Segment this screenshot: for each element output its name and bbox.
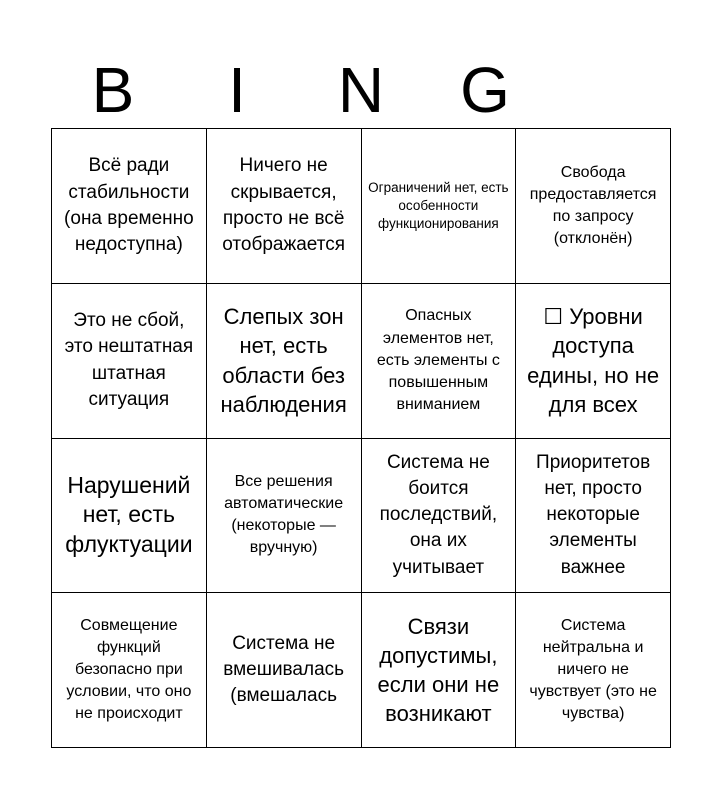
bingo-cell-text: Система не боится последствий, она их учитывает [379,451,498,578]
bingo-cell[interactable] [516,129,671,284]
bingo-cell-text: ☐ Уровни доступа едины, но не для всех [527,304,660,417]
bingo-header [51,52,671,128]
bingo-cell-text: Всё ради стабильности (она временно недоступна) [64,155,194,256]
bingo-cell-text: Все решения автоматические (некоторые — вручную) [224,473,344,557]
bingo-cell-text: Слепых зон нет, есть области без наблюдения [220,304,347,417]
bingo-cell-text: Связи допустимы, если они не возникают [377,613,500,727]
bingo-cell[interactable] [52,284,207,439]
bingo-cell[interactable] [362,129,517,284]
bingo-cell[interactable] [516,284,671,439]
bingo-cell[interactable] [207,439,362,594]
bingo-cell[interactable] [52,593,207,748]
bingo-cell[interactable] [207,593,362,748]
header-letter-g: G [460,54,510,126]
bingo-cell[interactable] [362,593,517,748]
bingo-cell[interactable] [516,593,671,748]
header-letter-n: N [337,54,385,126]
bingo-cell-text: Свобода предоставляется по запросу (отклонён) [529,163,657,247]
bingo-cell-text: Опасных элементов нет, есть элементы с повышенным вниманием [376,307,500,413]
bingo-cell-text: Это не сбой, это нештатная штатная ситуация [64,310,194,410]
bingo-cell[interactable] [52,129,207,284]
header-letter-b: B [91,54,135,126]
bingo-cell[interactable] [52,439,207,594]
bingo-grid [51,128,671,748]
bingo-cell-text: Ничего не скрывается, просто не всё отображается [222,155,345,256]
bingo-cell-text: Система не вмешивалась (вмешалась [223,632,345,707]
bingo-cell-text: Система нейтральна и ничего не чувствует (это не чувства) [529,616,657,723]
bingo-cell[interactable] [207,284,362,439]
header-letter-i: I [228,54,246,126]
bingo-cell-text: Нарушений нет, есть флуктуации [65,471,193,558]
bingo-cell-text: Приоритетов нет, просто некоторые элементы важнее [536,451,651,578]
bingo-cell[interactable] [362,439,517,594]
bingo-cell-text: Ограничений нет, есть особенности функционирования [368,180,509,231]
bingo-cell[interactable] [207,129,362,284]
bingo-cell-text: Совмещение функций безопасно при условии, что оно не происходит [66,616,192,723]
bingo-cell[interactable] [362,284,517,439]
bingo-cell[interactable] [516,439,671,594]
